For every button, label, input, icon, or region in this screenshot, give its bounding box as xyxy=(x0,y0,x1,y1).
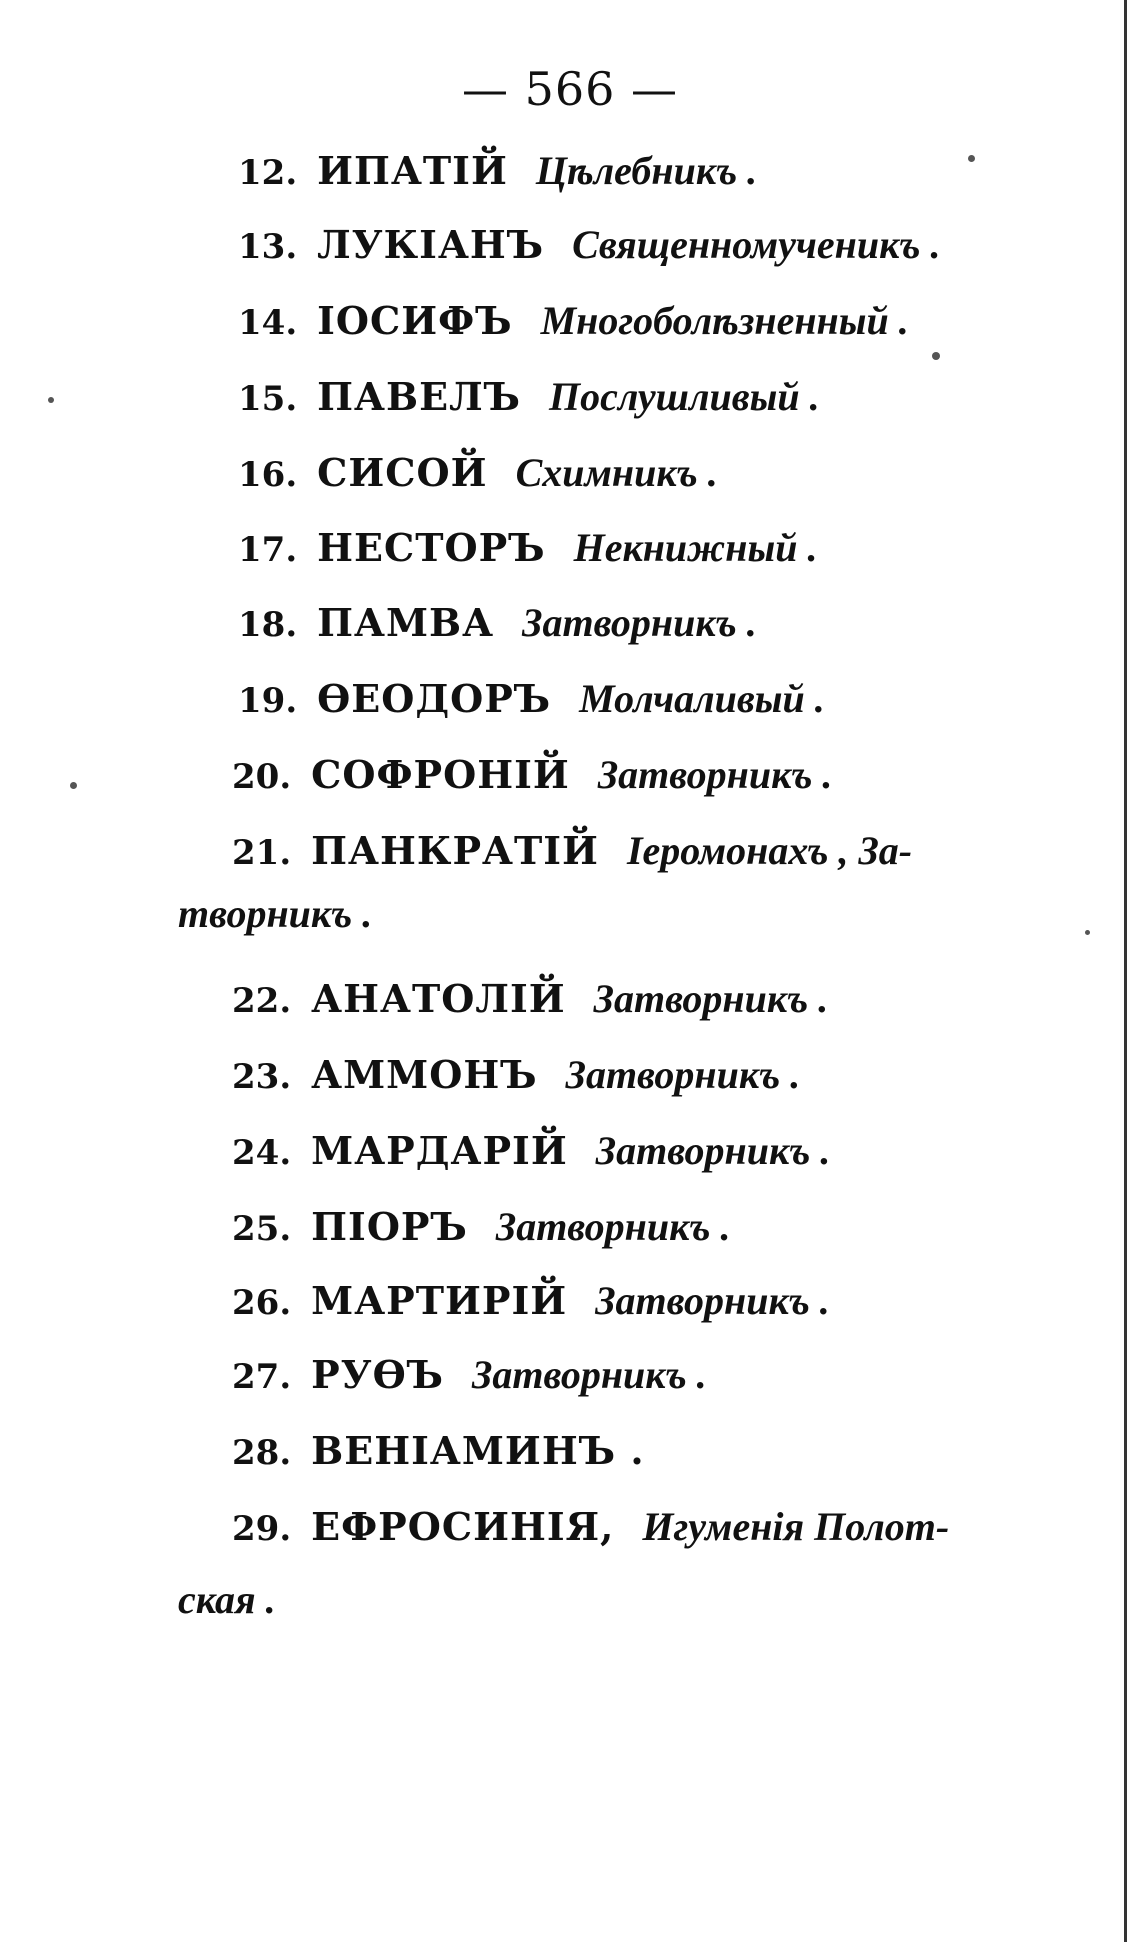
saint-name: ІОСИФЪ xyxy=(317,298,513,343)
entry-number: 13. xyxy=(238,227,298,267)
saint-name: ВЕНІАМИНЪ . xyxy=(311,1428,645,1473)
saint-name: ПАМВА xyxy=(317,600,495,645)
list-item xyxy=(0,976,1140,1024)
list-item xyxy=(0,1352,1140,1400)
saint-name: ИПАТІЙ xyxy=(317,148,508,193)
list-item xyxy=(0,676,1140,724)
epithet-continuation: ская . xyxy=(178,1577,276,1622)
saint-name: РУѲЪ xyxy=(311,1352,445,1397)
page-edge xyxy=(1124,0,1127,1942)
saint-epithet: Затворникъ . xyxy=(595,1128,831,1173)
entry-number: 15. xyxy=(238,379,298,419)
list-item xyxy=(0,298,1140,346)
scan-speck xyxy=(968,155,975,162)
saint-name: НЕСТОРЪ xyxy=(317,525,546,570)
entry-number: 20. xyxy=(232,757,292,797)
saint-epithet: Молчаливый . xyxy=(579,676,825,721)
scan-speck xyxy=(932,352,940,360)
scan-speck xyxy=(48,397,54,403)
saint-name: АММОНЪ xyxy=(311,1052,538,1097)
list-item xyxy=(0,222,1140,270)
saint-epithet: Затворникъ . xyxy=(522,600,757,645)
saint-epithet: Многоболѣзненный . xyxy=(540,298,909,343)
saint-name: ѲЕОДОРЪ xyxy=(317,676,552,721)
scan-speck xyxy=(1085,930,1090,935)
entry-number: 17. xyxy=(238,530,298,570)
entry-number: 26. xyxy=(232,1283,292,1323)
saint-name: ЕФРОСИНІЯ, xyxy=(311,1504,615,1549)
saint-epithet: Затворникъ . xyxy=(593,976,829,1021)
entry-number: 29. xyxy=(232,1509,292,1549)
entry-number: 18. xyxy=(238,605,298,645)
saint-name: ПАВЕЛЪ xyxy=(317,374,522,419)
epithet-continuation: творникъ . xyxy=(178,891,373,936)
list-item xyxy=(0,1204,1140,1252)
list-item xyxy=(0,1128,1140,1176)
list-item xyxy=(0,1428,1140,1476)
list-item xyxy=(0,525,1140,573)
entry-number: 28. xyxy=(232,1433,292,1473)
entry-number: 14. xyxy=(238,303,298,343)
saint-epithet: Затворникъ . xyxy=(595,1278,830,1323)
list-item xyxy=(0,600,1140,648)
entry-number: 24. xyxy=(232,1133,292,1173)
entry-number: 27. xyxy=(232,1357,292,1397)
saint-name: ПІОРЪ xyxy=(311,1204,468,1249)
saint-name: АНАТОЛІЙ xyxy=(311,976,566,1021)
saint-epithet: Игуменія Полот- xyxy=(642,1504,950,1549)
list-item xyxy=(0,752,1140,800)
saint-epithet: Затворникъ . xyxy=(495,1204,731,1249)
saint-name: СИСОЙ xyxy=(317,450,488,495)
saint-name: ЛУКІАНЪ xyxy=(317,222,545,267)
saint-epithet: Затворникъ . xyxy=(565,1052,801,1097)
entry-number: 12. xyxy=(238,153,298,193)
list-item xyxy=(0,450,1140,498)
entry-number: 19. xyxy=(238,681,298,721)
saint-epithet: Послушливый . xyxy=(549,374,820,419)
saint-epithet: Затворникъ . xyxy=(597,752,833,797)
page-number-header: — 566 — xyxy=(461,62,679,116)
entry-number: 16. xyxy=(238,455,298,495)
saint-epithet: Схимникъ . xyxy=(515,450,718,495)
saint-epithet: Затворникъ . xyxy=(472,1352,707,1397)
list-item xyxy=(0,1504,1140,1552)
saint-name: СОФРОНІЙ xyxy=(311,752,570,797)
saint-name: МАРТИРІЙ xyxy=(311,1278,568,1323)
list-item xyxy=(0,1278,1140,1326)
saint-epithet: Некнижный . xyxy=(573,525,818,570)
entry-number: 25. xyxy=(232,1209,292,1249)
saint-epithet: Цѣлебникъ . xyxy=(535,148,758,193)
list-item xyxy=(0,828,1140,876)
saint-epithet: Священномученикъ . xyxy=(572,222,941,267)
saint-name: ПАНКРАТІЙ xyxy=(311,828,599,873)
list-item xyxy=(0,374,1140,422)
entry-number: 21. xyxy=(232,833,292,873)
entry-number: 23. xyxy=(232,1057,292,1097)
list-item xyxy=(0,1052,1140,1100)
scan-speck xyxy=(70,782,77,789)
saint-epithet: Іеромонахъ , За- xyxy=(626,828,913,873)
saint-name: МАРДАРІЙ xyxy=(311,1128,568,1173)
entry-number: 22. xyxy=(232,981,292,1021)
